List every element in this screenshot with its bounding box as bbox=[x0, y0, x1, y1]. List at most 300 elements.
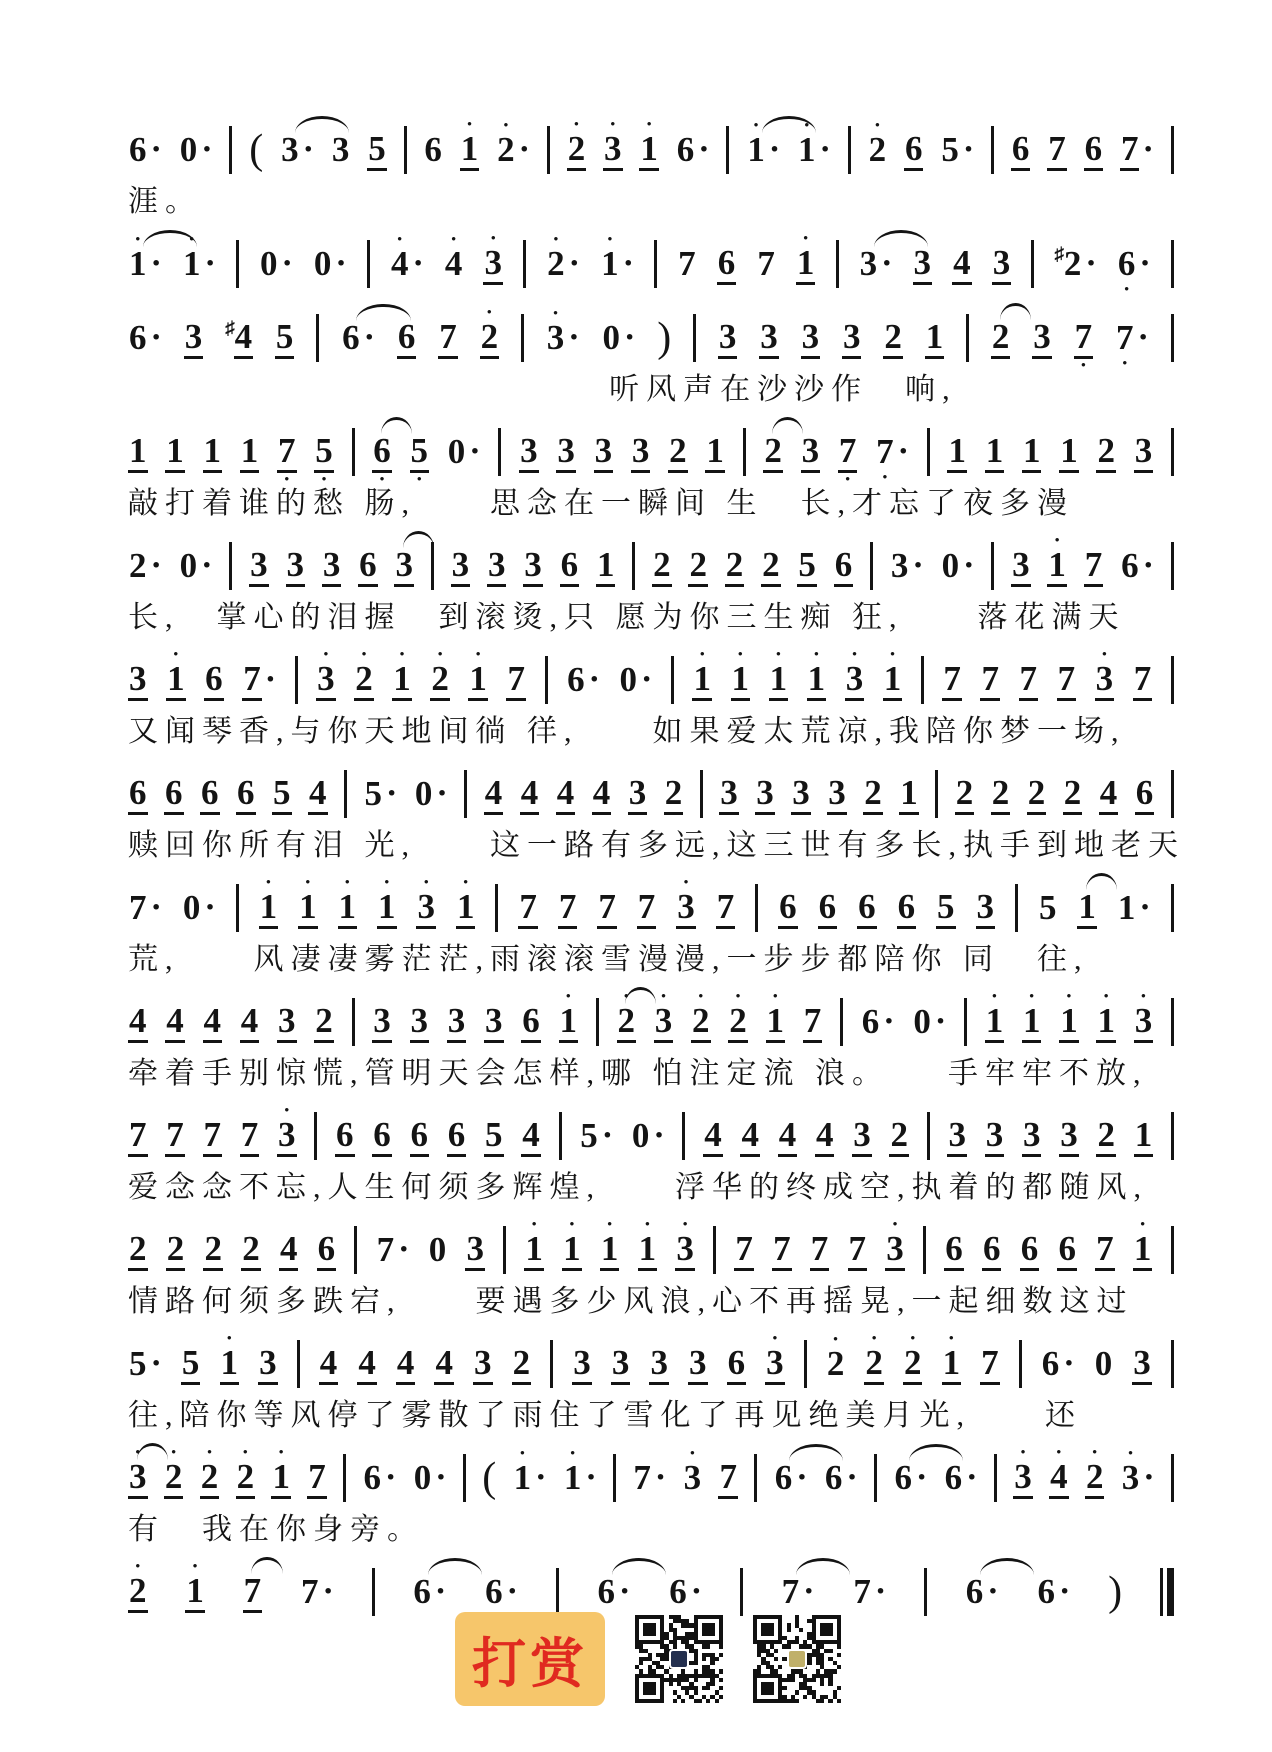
note: 5 • bbox=[410, 430, 428, 486]
note: ♯ 4 bbox=[225, 306, 253, 371]
notation-line bbox=[128, 303, 1174, 372]
duration-dot: · bbox=[654, 1459, 667, 1496]
note: 7 · bbox=[300, 1572, 334, 1611]
note: 5 · bbox=[941, 130, 975, 169]
note: 1 bbox=[899, 762, 919, 827]
note: ♯ 2 · bbox=[1054, 244, 1097, 283]
lyric-line: 又闻琴香,与你天地间徜 徉, 如果爱太荒凉,我陪你梦一场, bbox=[128, 715, 1126, 748]
barline bbox=[991, 542, 994, 590]
duration-dot: · bbox=[506, 1573, 518, 1610]
barline bbox=[740, 1568, 743, 1616]
note: • 1 bbox=[562, 1218, 582, 1283]
note: 3 bbox=[1032, 306, 1052, 371]
note: 6 · bbox=[341, 307, 375, 369]
close-paren: ) bbox=[1108, 1569, 1123, 1615]
lyric-line: 荒, 风凄凄雾茫茫,雨滚滚雪漫漫,一步步都陪你 同 往, bbox=[128, 943, 1089, 976]
note: 2 bbox=[761, 534, 781, 599]
note: 6 bbox=[204, 648, 224, 713]
duration-dot: · bbox=[568, 319, 580, 356]
barline bbox=[1015, 884, 1018, 932]
barline bbox=[1171, 1454, 1174, 1502]
duration-dot: · bbox=[934, 1003, 947, 1040]
note: 7 bbox=[240, 1104, 260, 1169]
barline bbox=[804, 1340, 807, 1388]
barline bbox=[316, 314, 319, 362]
note: 7 bbox=[1019, 648, 1039, 713]
sharp-sign: ♯ bbox=[1054, 244, 1064, 265]
note: 6 · bbox=[597, 1561, 631, 1623]
note: 6 bbox=[897, 876, 917, 941]
note: 7 • bbox=[838, 430, 857, 486]
duration-dot: · bbox=[518, 131, 530, 168]
note: 7 • bbox=[278, 430, 296, 486]
note: 2 bbox=[688, 534, 708, 599]
note: 6 · bbox=[893, 1447, 927, 1509]
duration-dot: · bbox=[966, 1459, 978, 1496]
note: • 3 · bbox=[1121, 1445, 1155, 1497]
duration-dot: · bbox=[436, 775, 448, 812]
note: • 2 bbox=[480, 306, 500, 371]
qr-code-left bbox=[635, 1615, 723, 1703]
duration-dot: · bbox=[1143, 1459, 1155, 1496]
barline bbox=[236, 884, 239, 932]
duration-dot: · bbox=[1063, 1345, 1075, 1382]
note: 1 bbox=[203, 420, 223, 485]
note: 3 bbox=[519, 420, 539, 485]
note: 1 bbox=[128, 420, 148, 485]
sharp-sign: ♯ bbox=[225, 318, 235, 339]
notation-line bbox=[128, 987, 1174, 1054]
note: 2 bbox=[512, 1332, 532, 1397]
note: 3 bbox=[322, 534, 342, 599]
note: 3 bbox=[394, 534, 414, 599]
note: • 1 bbox=[1133, 1218, 1153, 1283]
note: 4 bbox=[319, 1332, 339, 1397]
barline bbox=[755, 884, 758, 932]
lyric-line: 敲打着谁的愁 肠, 思念在一瞬间 生 长,才忘了夜多漫 bbox=[128, 487, 1074, 520]
notation-line bbox=[128, 229, 1174, 296]
note: 4 bbox=[592, 762, 612, 827]
note: 4 bbox=[815, 1104, 835, 1169]
barline bbox=[1171, 656, 1174, 704]
system-8 bbox=[128, 873, 1174, 980]
lyric-line: 往,陪你等风停了雾散了雨住了雪化了再见绝美月光, 还 bbox=[128, 1399, 1082, 1432]
barline bbox=[464, 770, 467, 818]
barline bbox=[1171, 314, 1174, 362]
note: 7 bbox=[678, 244, 696, 283]
note: 2 bbox=[314, 990, 334, 1055]
note: 0 · bbox=[413, 1458, 447, 1497]
note: 5 · bbox=[364, 774, 398, 813]
note: 7 bbox=[942, 648, 962, 713]
note: • 1 · bbox=[746, 119, 780, 181]
barline bbox=[295, 656, 298, 704]
barline bbox=[754, 1454, 757, 1502]
note: 2 bbox=[763, 420, 783, 485]
barline bbox=[314, 1112, 317, 1160]
note: 3 bbox=[184, 306, 204, 371]
note: 5 bbox=[797, 534, 817, 599]
note: 5 bbox=[1038, 888, 1057, 927]
note: 3 bbox=[759, 306, 779, 371]
note: 5 bbox=[181, 1332, 201, 1397]
note: • 1 · bbox=[128, 233, 162, 295]
note: 3 bbox=[755, 762, 775, 827]
system-4 bbox=[128, 420, 1174, 524]
note: 4 bbox=[165, 990, 185, 1055]
note: 2 · bbox=[129, 546, 162, 585]
note: 3 bbox=[992, 232, 1012, 297]
duration-dot: · bbox=[150, 319, 162, 356]
barline bbox=[431, 542, 434, 590]
barline bbox=[924, 1568, 927, 1616]
duration-dot: · bbox=[623, 319, 636, 356]
note: 3 bbox=[801, 306, 821, 371]
barline bbox=[344, 770, 347, 818]
note: • 1 bbox=[1096, 990, 1116, 1055]
note: 3 bbox=[594, 420, 614, 485]
barline bbox=[503, 1226, 506, 1274]
note: 7 bbox=[518, 876, 538, 941]
duration-dot: · bbox=[386, 775, 398, 812]
note: 6 bbox=[424, 130, 442, 169]
note: 6 bbox=[521, 990, 541, 1055]
note: • 1 bbox=[271, 1446, 291, 1511]
note: 4 bbox=[952, 232, 972, 297]
open-paren: ( bbox=[482, 1455, 497, 1501]
note: 3 bbox=[473, 1332, 493, 1397]
duration-dot: · bbox=[302, 131, 314, 168]
note: 7 bbox=[734, 1218, 754, 1283]
tip-button[interactable]: 打赏 bbox=[455, 1612, 605, 1706]
note: 3 bbox=[1059, 1104, 1079, 1169]
note: 2 bbox=[955, 762, 975, 827]
note: 2 bbox=[1063, 762, 1083, 827]
note: 6 · bbox=[824, 1458, 858, 1497]
note: 6 bbox=[164, 762, 184, 827]
note: • 1 bbox=[559, 990, 579, 1055]
note: • 1 bbox=[985, 990, 1005, 1055]
note: 3 bbox=[249, 534, 269, 599]
duration-dot: · bbox=[963, 547, 975, 584]
note: 0 · bbox=[179, 546, 213, 585]
notation-line bbox=[128, 1101, 1174, 1168]
barline bbox=[927, 1112, 930, 1160]
note: 6 bbox=[358, 534, 378, 599]
note: 3 bbox=[556, 420, 576, 485]
barline bbox=[654, 240, 657, 288]
barline bbox=[559, 1112, 562, 1160]
barline bbox=[840, 998, 843, 1046]
lyric-line: 听风声在沙沙作 响, bbox=[609, 373, 957, 406]
note: 6 bbox=[200, 762, 220, 827]
duration-dot: · bbox=[874, 1573, 887, 1610]
footer bbox=[455, 1612, 841, 1706]
duration-dot: · bbox=[469, 433, 481, 470]
system-11 bbox=[128, 1215, 1174, 1322]
note: 7 bbox=[243, 1560, 263, 1625]
note: 3 bbox=[465, 1218, 485, 1283]
note: 7 bbox=[718, 1446, 738, 1511]
barline bbox=[964, 998, 967, 1046]
duration-dot: · bbox=[264, 661, 277, 698]
barline bbox=[994, 1454, 997, 1502]
note: 3 bbox=[628, 762, 648, 827]
note: 6 bbox=[778, 876, 798, 941]
note: 4 bbox=[703, 1104, 723, 1169]
note: • 3 bbox=[416, 876, 436, 941]
note: 2 bbox=[668, 420, 688, 485]
barline bbox=[1171, 1340, 1174, 1388]
note: 1 bbox=[985, 420, 1005, 485]
barline bbox=[556, 1568, 559, 1616]
note: • 1 bbox=[639, 118, 659, 183]
note: • 3 bbox=[1013, 1446, 1033, 1511]
duration-dot: · bbox=[1058, 1573, 1071, 1610]
lyric-line: 长, 掌心的泪握 到滚烫,只 愿为你三生痴 狂, 落花满天 bbox=[128, 601, 1126, 634]
qr-code-right bbox=[753, 1615, 841, 1703]
duration-dot: · bbox=[897, 433, 909, 470]
barline bbox=[1171, 884, 1174, 932]
barline bbox=[713, 1226, 716, 1274]
note: • 3 · bbox=[546, 305, 580, 357]
note: 4 bbox=[521, 1104, 541, 1169]
duration-dot: · bbox=[653, 1117, 665, 1154]
note: 6 • bbox=[372, 420, 392, 485]
note: 0 · bbox=[631, 1116, 665, 1155]
note: 6 · bbox=[567, 660, 600, 699]
notation-line bbox=[128, 531, 1174, 598]
barline bbox=[613, 1454, 616, 1502]
barline bbox=[463, 1454, 466, 1502]
note: • 2 bbox=[430, 648, 450, 713]
barline bbox=[1171, 428, 1174, 476]
system-7 bbox=[128, 762, 1185, 866]
note: 4 bbox=[434, 1332, 454, 1397]
note: 6 bbox=[818, 876, 838, 941]
note: • 1 bbox=[1022, 990, 1042, 1055]
note: 7 bbox=[757, 244, 775, 283]
note: 0 · bbox=[259, 244, 293, 283]
barline bbox=[1171, 542, 1174, 590]
note: 3 bbox=[523, 534, 543, 599]
note: 3 bbox=[484, 990, 504, 1055]
note: 6 bbox=[335, 1104, 355, 1169]
note: 6 · bbox=[129, 130, 162, 169]
note: 7 bbox=[1095, 1218, 1115, 1283]
note: • 2 bbox=[200, 1446, 220, 1511]
note: 1 · bbox=[1117, 888, 1151, 927]
note: • 1 bbox=[1059, 990, 1079, 1055]
note: 7 bbox=[1133, 648, 1153, 713]
note: 1 bbox=[1134, 1104, 1154, 1169]
note: • 2 bbox=[864, 1332, 884, 1397]
note: 7 bbox=[597, 876, 617, 941]
note: 0 · bbox=[447, 432, 481, 471]
duration-dot: · bbox=[150, 131, 162, 168]
system-6 bbox=[128, 645, 1174, 752]
note: 1 bbox=[165, 420, 185, 485]
note: 1 bbox=[947, 420, 967, 485]
note: • 1 bbox=[1047, 534, 1067, 599]
system-10 bbox=[128, 1101, 1174, 1208]
note: 7 bbox=[203, 1104, 223, 1169]
note: 3 · bbox=[859, 233, 893, 295]
note: 3 bbox=[572, 1332, 592, 1397]
qr-center-logo bbox=[787, 1649, 807, 1669]
barline bbox=[352, 998, 355, 1046]
note: 6 · bbox=[129, 318, 162, 357]
note: 3 bbox=[487, 534, 507, 599]
note: 0 bbox=[428, 1230, 447, 1269]
duration-dot: · bbox=[150, 547, 162, 584]
note: • 1 bbox=[883, 648, 903, 713]
barline bbox=[870, 542, 873, 590]
barline bbox=[836, 240, 839, 288]
note: 2 bbox=[991, 306, 1011, 371]
note: • 2 bbox=[354, 648, 374, 713]
note: 2 bbox=[725, 534, 745, 599]
note: • 1 bbox=[259, 876, 279, 941]
note: 3 bbox=[277, 990, 297, 1055]
barline bbox=[495, 884, 498, 932]
notation-line bbox=[128, 873, 1174, 940]
note: 7 • bbox=[1074, 316, 1093, 372]
note: • 3 bbox=[316, 648, 336, 713]
note: • 3 bbox=[675, 1218, 695, 1283]
duration-dot: · bbox=[412, 245, 424, 282]
note: • 1 bbox=[220, 1332, 240, 1397]
note: 7 · bbox=[853, 1572, 887, 1611]
barline bbox=[1019, 1340, 1022, 1388]
note: 0 · bbox=[941, 546, 975, 585]
note: • 3 bbox=[277, 1104, 297, 1169]
note: 3 bbox=[718, 306, 738, 371]
note: 7 · bbox=[129, 888, 162, 927]
barline bbox=[367, 240, 370, 288]
system-5 bbox=[128, 531, 1174, 638]
system-2 bbox=[128, 229, 1174, 296]
note: 6 · bbox=[774, 1447, 808, 1509]
note: 6 bbox=[944, 1218, 964, 1283]
note: 3 bbox=[1134, 420, 1154, 485]
note: 3 bbox=[801, 420, 821, 485]
barline bbox=[1171, 1112, 1174, 1160]
duration-dot: · bbox=[363, 319, 375, 356]
duration-dot: · bbox=[435, 1459, 447, 1496]
note: • 3 bbox=[765, 1332, 785, 1397]
note: 7 bbox=[637, 876, 657, 941]
duration-dot: · bbox=[690, 1573, 703, 1610]
note: 6 bbox=[1135, 762, 1155, 827]
note: 7 bbox=[438, 306, 458, 371]
note: 1 bbox=[596, 534, 616, 599]
barline bbox=[682, 1112, 685, 1160]
notation-line bbox=[128, 762, 1174, 826]
note: • 2 bbox=[691, 990, 711, 1055]
note: • 3 bbox=[603, 118, 623, 183]
note: • 4 bbox=[1049, 1446, 1069, 1511]
note: • 1 bbox=[692, 648, 712, 713]
note: 3 bbox=[451, 534, 471, 599]
duration-dot: · bbox=[535, 1459, 547, 1496]
duration-dot: · bbox=[281, 245, 293, 282]
note: 5 bbox=[484, 1104, 504, 1169]
notation-line bbox=[128, 420, 1174, 484]
barline bbox=[1171, 998, 1174, 1046]
lyric-line: 赎回你所有泪 光, 这一路有多远,这三世有多长,执手到地老天 bbox=[128, 829, 1185, 862]
barline bbox=[1171, 126, 1174, 174]
note: 6 · bbox=[669, 1572, 703, 1611]
note: • 1 bbox=[456, 876, 476, 941]
note: 2 bbox=[889, 1104, 909, 1169]
duration-dot: · bbox=[150, 1345, 162, 1382]
duration-dot: · bbox=[1137, 319, 1149, 356]
note: 3 bbox=[611, 1332, 631, 1397]
duration-dot: · bbox=[150, 245, 162, 282]
barline bbox=[1171, 770, 1174, 818]
note: 3 bbox=[1132, 1332, 1152, 1397]
note: 6 bbox=[236, 762, 256, 827]
note: 6 bbox=[904, 118, 924, 183]
note: 3 bbox=[791, 762, 811, 827]
note: • 1 bbox=[766, 990, 786, 1055]
note: • 1 · bbox=[182, 231, 216, 283]
note: • 2 bbox=[567, 118, 587, 183]
duration-dot: · bbox=[204, 245, 216, 282]
note: • 1 bbox=[524, 1218, 544, 1283]
note: 3 bbox=[913, 232, 933, 297]
barline bbox=[743, 428, 746, 476]
note: 3 bbox=[410, 990, 430, 1055]
note: • 1 bbox=[166, 648, 186, 713]
note: • 1 · bbox=[601, 231, 634, 283]
barline bbox=[596, 998, 599, 1046]
note: • 1 bbox=[392, 648, 412, 713]
note: 1 bbox=[240, 420, 260, 485]
duration-dot: · bbox=[819, 131, 831, 168]
note: • 1 bbox=[942, 1332, 962, 1397]
note: 0 · bbox=[179, 130, 213, 169]
note: 3 bbox=[128, 648, 148, 713]
system-13 bbox=[128, 1443, 1174, 1550]
duration-dot: · bbox=[150, 889, 162, 926]
score bbox=[128, 115, 1185, 1634]
note: 3 bbox=[286, 534, 306, 599]
note: 7 bbox=[506, 648, 526, 713]
note: 6 · bbox=[485, 1572, 518, 1611]
note: • 2 bbox=[728, 990, 748, 1055]
duration-dot: · bbox=[434, 1573, 447, 1610]
duration-dot: · bbox=[641, 661, 653, 698]
note: 7 bbox=[1057, 648, 1077, 713]
note: • 2 bbox=[1085, 1446, 1105, 1511]
note: 6 bbox=[317, 1218, 337, 1283]
note: 6 · bbox=[944, 1458, 978, 1497]
note: 6 bbox=[1057, 1218, 1077, 1283]
lyric-line: 情路何须多跌宕, 要遇多少风浪,心不再摇晃,一起细数这过 bbox=[128, 1285, 1134, 1318]
system-1 bbox=[128, 115, 1174, 222]
note: 6 bbox=[1084, 118, 1104, 183]
barline bbox=[352, 428, 355, 476]
note: 7 bbox=[1084, 534, 1104, 599]
barline bbox=[236, 240, 239, 288]
note: 7 bbox=[772, 1218, 792, 1283]
duration-dot: · bbox=[201, 547, 213, 584]
note: 3 bbox=[331, 130, 350, 169]
qr-center-logo bbox=[669, 1649, 689, 1669]
note: 4 bbox=[520, 762, 540, 827]
